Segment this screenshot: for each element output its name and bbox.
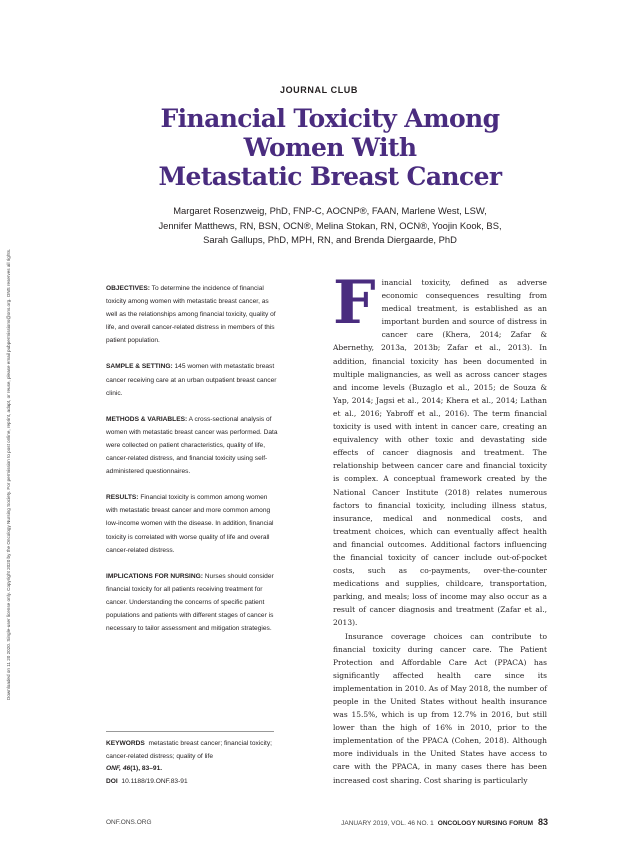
abstract-text: Nurses should consider financial toxicity for all patients receiving treatment for cancer. Understanding the concerns of specific patient populations and patients with different stages of cancer is necessary to tailor assessment and mitigation strategies. — [106, 572, 274, 633]
footer-journal: ONCOLOGY NURSING FORUM — [437, 820, 533, 827]
author-list — [150, 204, 510, 248]
abstract-label: OBJECTIVES: — [106, 285, 150, 292]
section-label: JOURNAL CLUB — [279, 85, 359, 95]
citation-line — [106, 763, 278, 776]
abstract-label: METHODS & VARIABLES: — [106, 415, 188, 423]
abstract — [106, 282, 278, 648]
title-line: Metastatic Breast Cancer — [158, 162, 502, 191]
doi-line — [106, 776, 278, 789]
drop-cap: F — [333, 268, 376, 338]
abstract-implications — [106, 570, 278, 635]
citation-pages: (1), 83–91. — [130, 765, 163, 773]
keywords-label: KEYWORDS — [106, 740, 145, 747]
author-line: Margaret Rosenzweig, PhD, FNP-C, AOCNP®, FAAN, Marlene West, LSW, — [173, 205, 487, 216]
abstract-label: IMPLICATIONS FOR NURSING: — [106, 572, 203, 580]
author-line: Jennifer Matthews, RN, BSN, OCN®, Melina Stokan, RN, OCN®, Yoojin Kook, BS, — [158, 219, 502, 231]
author-line: Sarah Gallups, PhD, MPH, RN, and Brenda Diergaarde, PhD — [203, 234, 457, 245]
abstract-label: SAMPLE & SETTING: — [106, 363, 173, 371]
keywords-line — [106, 738, 278, 763]
doi-link[interactable]: 10.1188/19.ONF.83-91 — [121, 777, 188, 785]
keywords-text: metastatic breast cancer; financial toxicity; cancer-related distress; quality of life — [106, 740, 273, 760]
article-title — [130, 104, 530, 191]
keywords-block — [106, 738, 278, 788]
body-paragraph-text: inancial toxicity, defined as adverse economic consequences resulting from medical treatment, is established as an important burden and source of distress in cancer care (Khera, 2014; Zafar & Abernethy, 2013a, 2013b; Zafar et al., 2013). In addition, financial toxicity has been documented in multiple malignancies, as well as across cancer stages and income levels (Buzaglo et al., 2015; de Souza & Yap, 2014; Jagsi et al., 2014; Khera et al., 2014; Lathan et al., 2016; Yabroff et al., 2016). The term financial toxicity is used with intent in cancer care, creating an equivalency with other toxic and devastating side effects of cancer diagnosis and treatment. The relationship between cancer care and financial toxicity is complex. A conceptual framework created by the National Cancer Institute (2018) relates numerous factors to financial toxicity, including illness status, insurance, medical and nonmedical costs, and treatment choices, which can eventually affect health and financial outcomes. Additional factors influencing the financial toxicity of cancer include out-of-pocket costs, such as co-payments, over-the-counter medications and supplies, childcare, transportation, parking, and meals; loss of income may also occur as a result of cancer diagnosis and treatment (Zafar et al., 2013). — [333, 278, 547, 628]
body-paragraph — [333, 268, 547, 630]
permission-text: Downloaded on 11 20 2020. Single-user license only. Copyright 2020 by the Oncology Nursing Society. For permission to post online, reprint, adapt, or reuse, please email pubpermissions@ons.org. ONS reserves all rights. — [6, 248, 11, 700]
doi-label: DOI — [106, 777, 118, 785]
footer-issue-info — [341, 817, 548, 827]
abstract-text: A cross-sectional analysis of women with metastatic breast cancer was performed. Data were collected on patient characteristics, quality of life, cancer-related distress, and financial toxicity using self-administered questionnaires. — [106, 415, 278, 476]
abstract-text: 145 women with metastatic breast cancer receiving care at an urban outpatient breast cancer clinic. — [106, 363, 277, 397]
abstract-objectives — [106, 282, 278, 347]
title-line: Financial Toxicity Among — [160, 104, 500, 133]
keywords-divider — [106, 731, 274, 732]
abstract-sample-setting — [106, 360, 278, 399]
abstract-results — [106, 491, 278, 556]
abstract-methods — [106, 413, 278, 478]
permission-side-note — [4, 140, 18, 700]
abstract-label: RESULTS: — [106, 494, 139, 502]
abstract-text: To determine the incidence of financial toxicity among women with metastatic breast cancer, as well as the relationships among financial toxicity, quality of life, and overall cancer-related distress in members of this patient population. — [106, 285, 276, 345]
title-line: Women With — [243, 133, 417, 162]
citation-journal: ONF, 46 — [106, 765, 131, 773]
abstract-text: Financial toxicity is common among women with metastatic breast cancer and more common among low-income women with the disease. In addition, financial toxicity is correlated with worse quality of life and overall cancer-related distress. — [106, 494, 274, 554]
article-body — [333, 268, 547, 787]
footer-issue: JANUARY 2019, VOL. 46 NO. 1 — [341, 820, 434, 827]
body-paragraph: Insurance coverage choices can contribute to financial toxicity during cancer care. The Patient Protection and Affordable Care Act (PPACA) has significantly affected health care since its implementation in 2010. As of May 2018, the number of people in the United States without health insurance was 15.5%, which is up from 12.7% in 2016, but still lower than the high of 16% in 2010, prior to the implementation of the PPACA (Cohen, 2018). Although more individuals in the United States have access to care with the PPACA, in many cases there has been increased cost sharing. Cost sharing is particularly — [333, 631, 547, 785]
footer-site[interactable]: ONF.ONS.ORG — [106, 819, 152, 826]
page-number: 83 — [537, 817, 548, 827]
